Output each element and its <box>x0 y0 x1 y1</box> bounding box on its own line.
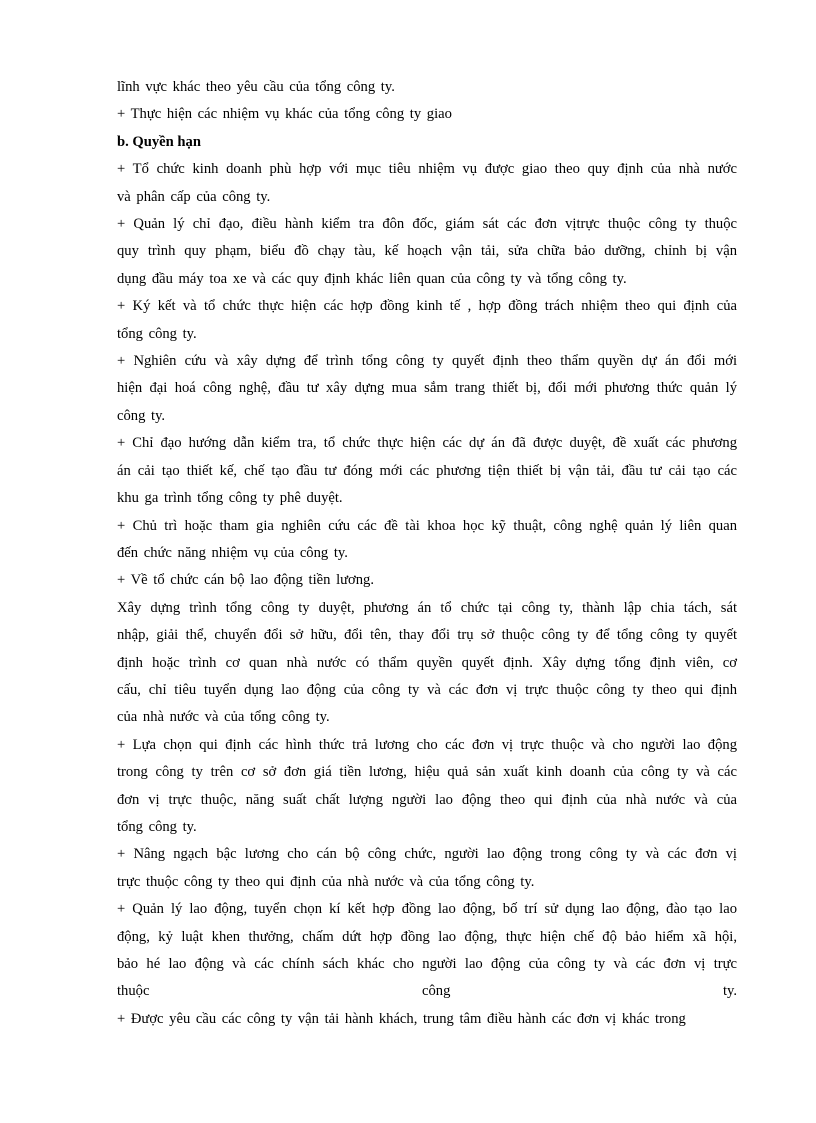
text-line: khu ga trình tổng công ty phê duyệt. <box>117 490 343 507</box>
text-line: quy trình quy phạm, biểu đồ chạy tàu, kế hoạch vận tải, sửa chữa bảo dưỡng, chỉnh bị vận <box>117 243 737 260</box>
text-line: + Lựa chọn qui định các hình thức trả lương cho các đơn vị trực thuộc và cho người lao động <box>117 736 737 753</box>
text-line: trực thuộc công ty theo qui định của nhà nước và của tổng công ty. <box>117 873 535 890</box>
paragraph <box>117 732 737 842</box>
text-line: lĩnh vực khác theo yêu cầu của tổng công ty. <box>117 79 395 95</box>
text-line: động, kỷ luật khen thưởng, chấm dứt hợp đồng lao động, thực hiện chế độ bảo hiểm xã hội, <box>117 928 737 945</box>
text-line: án cải tạo thiết kế, chế tạo đầu tư đóng mới các phương tiện thiết bị vận tải, đầu tư cải tạo các <box>117 462 737 479</box>
text-line: tổng công ty. <box>117 325 197 342</box>
paragraph <box>117 430 737 512</box>
text-line: trong công ty trên cơ sở đơn giá tiền lương, hiệu quả sản xuất kinh doanh của công ty và các <box>117 764 737 781</box>
text-line: và phân cấp của công ty. <box>117 188 271 205</box>
text-line: + Tổ chức kinh doanh phù hợp với mục tiêu nhiệm vụ được giao theo quy định của nhà nước <box>117 161 737 178</box>
text-line: + Ký kết và tổ chức thực hiện các hợp đồng kinh tế , hợp đồng trách nhiệm theo qui định của <box>117 298 737 315</box>
text-line: + Về tổ chức cán bộ lao động tiền lương. <box>117 572 375 589</box>
text-line: nhập, giải thể, chuyển đổi sở hữu, đổi tên, thay đổi trụ sở thuộc công ty để tổng công ty quyết <box>117 627 737 644</box>
section-heading: b. Quyền hạn <box>117 133 201 150</box>
text-line: đơn vị trực thuộc, năng suất chất lượng người lao động theo qui định của nhà nước và của <box>117 791 737 808</box>
text-line: + Được yêu cầu các công ty vận tải hành khách, trung tâm điều hành các đơn vị khác trong <box>117 1010 686 1027</box>
text-line: đến chức năng nhiệm vụ của công ty. <box>117 544 348 561</box>
text-line: Xây dựng trình tổng công ty duyệt, phương án tổ chức tại công ty, thành lập chia tách, sát <box>117 599 737 616</box>
text-line: định hoặc trình cơ quan nhà nước có thẩm quyền quyết định. Xây dựng tổng định viên, cơ <box>117 654 737 671</box>
text-line: + Quản lý chỉ đạo, điều hành kiểm tra đôn đốc, giám sát các đơn vịtrực thuộc công ty thuộc <box>117 216 737 233</box>
paragraph <box>117 348 737 430</box>
text-line: + Chỉ đạo hướng dẫn kiểm tra, tổ chức thực hiện các dự án đã được duyệt, đề xuất các phương <box>117 435 737 452</box>
text-line: hiện đại hoá công nghệ, đầu tư xây dựng mua sắm trang thiết bị, đổi mới phương thức quản lý <box>117 380 737 397</box>
text-line: thuộc công ty. <box>117 983 737 1000</box>
paragraph <box>117 1006 737 1033</box>
text-line: + Nâng ngạch bậc lương cho cán bộ công chức, người lao động trong công ty và các đơn vị <box>117 846 737 863</box>
text-line: + Thực hiện các nhiệm vụ khác của tổng công ty giao <box>117 106 452 123</box>
paragraph <box>117 74 737 101</box>
paragraph <box>117 293 737 348</box>
text-line: + Nghiên cứu và xây dựng để trình tổng công ty quyết định theo thẩm quyền dự án đổi mới <box>117 353 737 370</box>
text-line: + Chủ trì hoặc tham gia nghiên cứu các đề tài khoa học kỹ thuật, công nghệ quản lý liên quan <box>117 517 737 534</box>
paragraph <box>117 101 737 128</box>
text-line: bảo hé lao động và các chính sách khác cho người lao động của công ty và các đơn vị trực <box>117 956 737 972</box>
text-line: công ty. <box>117 407 166 424</box>
document-body <box>117 74 737 1033</box>
paragraph <box>117 595 737 732</box>
text-line: tổng công ty. <box>117 818 197 835</box>
text-line: của nhà nước và của tổng công ty. <box>117 709 330 726</box>
text-line: dụng đầu máy toa xe và các quy định khác liên quan của công ty và tổng công ty. <box>117 270 627 287</box>
paragraph <box>117 841 737 896</box>
paragraph <box>117 156 737 211</box>
paragraph <box>117 896 737 1006</box>
paragraph <box>117 567 737 594</box>
text-line: + Quản lý lao động, tuyển chọn kí kết hợp đồng lao động, bố trí sử dụng lao động, đào tạo lao <box>117 901 737 918</box>
paragraph <box>117 513 737 568</box>
paragraph <box>117 211 737 293</box>
text-line: cấu, chỉ tiêu tuyển dụng lao động của công ty và các đơn vị trực thuộc công ty theo qui định <box>117 681 737 698</box>
